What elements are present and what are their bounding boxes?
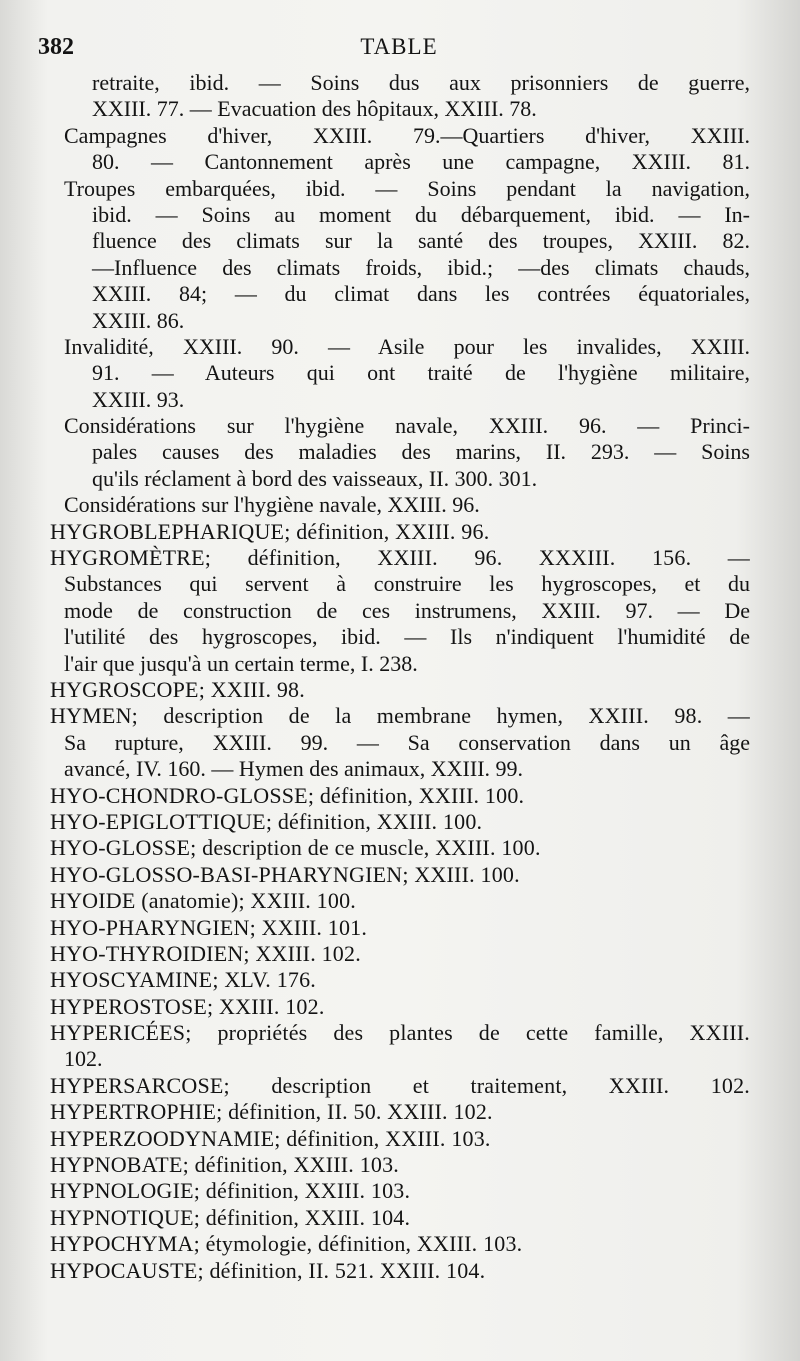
index-line: l'air que jusqu'à un certain terme, I. 238. xyxy=(64,650,418,676)
index-line: Invalidité, XXIII. 90. — Asile pour les invalides, XXIII. xyxy=(64,333,750,359)
index-line: retraite, ibid. — Soins dus aux prisonniers de guerre, xyxy=(92,70,750,95)
index-line: Troupes embarquées, ibid. — Soins pendant la navigation, xyxy=(64,175,750,201)
index-headword-line: HYPNOLOGIE; définition, XXIII. 103. xyxy=(50,1178,411,1204)
index-line: mode de construction de ces instrumens, XXIII. 97. — De xyxy=(64,597,750,623)
index-headword-line: HYPNOTIQUE; définition, XXIII. 104. xyxy=(50,1204,411,1230)
index-line: Sa rupture, XXIII. 99. — Sa conservation dans un âge xyxy=(64,729,750,755)
index-headword-line: HYOIDE (anatomie); XXIII. 100. xyxy=(50,888,356,914)
index-headword-line: HYPERSARCOSE; description et traitement, XXIII. 102. xyxy=(50,1072,750,1098)
index-headword-line: HYO-THYROIDIEN; XXIII. 102. xyxy=(50,940,361,966)
index-headword-line: HYO-CHONDRO-GLOSSE; définition, XXIII. 100. xyxy=(50,782,525,808)
index-headword-line: HYPERZOODYNAMIE; définition, XXIII. 103. xyxy=(50,1125,491,1151)
index-line: Campagnes d'hiver, XXIII. 79.—Quartiers d'hiver, XXIII. xyxy=(64,122,750,148)
page-header xyxy=(38,34,760,66)
index-headword-line: HYO-GLOSSE; description de ce muscle, XXIII. 100. xyxy=(50,835,541,861)
index-line: qu'ils réclament à bord des vaisseaux, II. 300. 301. xyxy=(92,465,538,491)
index-line: XXIII. 93. xyxy=(92,386,185,412)
index-headword-line: HYO-EPIGLOTTIQUE; définition, XXIII. 100. xyxy=(50,808,483,834)
index-headword-line: HYPERICÉES; propriétés des plantes de cette famille, XXIII. xyxy=(50,1020,750,1046)
index-headword-line: HYGROSCOPE; XXIII. 98. xyxy=(50,676,305,702)
index-entries xyxy=(50,70,750,1284)
index-line: Considérations sur l'hygiène navale, XXIII. 96. — Princi- xyxy=(64,413,750,439)
index-line: 80. — Cantonnement après une campagne, XXIII. 81. xyxy=(92,149,750,175)
index-headword-line: HYO-PHARYNGIEN; XXIII. 101. xyxy=(50,914,368,940)
index-line: pales causes des maladies des marins, II. 293. — Soins xyxy=(92,439,750,465)
page-number: 382 xyxy=(38,34,74,60)
index-headword-line: HYPNOBATE; définition, XXIII. 103. xyxy=(50,1152,399,1178)
index-headword-line: HYOSCYAMINE; XLV. 176. xyxy=(50,967,316,993)
index-headword-line: HYO-GLOSSO-BASI-PHARYNGIEN; XXIII. 100. xyxy=(50,861,520,887)
index-headword-line: HYPOCHYMA; étymologie, définition, XXIII. 103. xyxy=(50,1231,523,1257)
index-headword-line: HYPEROSTOSE; XXIII. 102. xyxy=(50,993,325,1019)
index-headword-line: HYPERTROPHIE; définition, II. 50. XXIII. 102. xyxy=(50,1099,493,1125)
index-line: —Influence des climats froids, ibid.; —des climats chauds, xyxy=(92,254,750,280)
index-line: XXIII. 86. xyxy=(92,307,185,333)
index-line: Considérations sur l'hygiène navale, XXIII. 96. xyxy=(64,492,480,518)
index-headword-line: HYPOCAUSTE; définition, II. 521. XXIII. 104. xyxy=(50,1257,486,1283)
index-line: l'utilité des hygroscopes, ibid. — Ils n'indiquent l'humidité de xyxy=(64,624,750,650)
index-line: Substances qui servent à construire les hygroscopes, et du xyxy=(64,571,750,597)
index-line: avancé, IV. 160. — Hymen des animaux, XXIII. 99. xyxy=(64,756,524,782)
index-line: 102. xyxy=(64,1046,103,1072)
index-line: ibid. — Soins au moment du débarquement, ibid. — In- xyxy=(92,201,750,227)
index-line: XXIII. 84; — du climat dans les contrées équatoriales, xyxy=(92,281,750,307)
running-title: TABLE xyxy=(360,34,438,59)
index-line: XXIII. 77. — Evacuation des hôpitaux, XXIII. 78. xyxy=(92,96,537,122)
index-headword-line: HYGROBLEPHARIQUE; définition, XXIII. 96. xyxy=(50,518,490,544)
index-headword-line: HYGROMÈTRE; définition, XXIII. 96. XXXIII. 156. — xyxy=(50,545,750,571)
index-headword-line: HYMEN; description de la membrane hymen, XXIII. 98. — xyxy=(50,703,750,729)
index-line: fluence des climats sur la santé des troupes, XXIII. 82. xyxy=(92,228,750,254)
index-line: 91. — Auteurs qui ont traité de l'hygiène militaire, xyxy=(92,360,750,386)
